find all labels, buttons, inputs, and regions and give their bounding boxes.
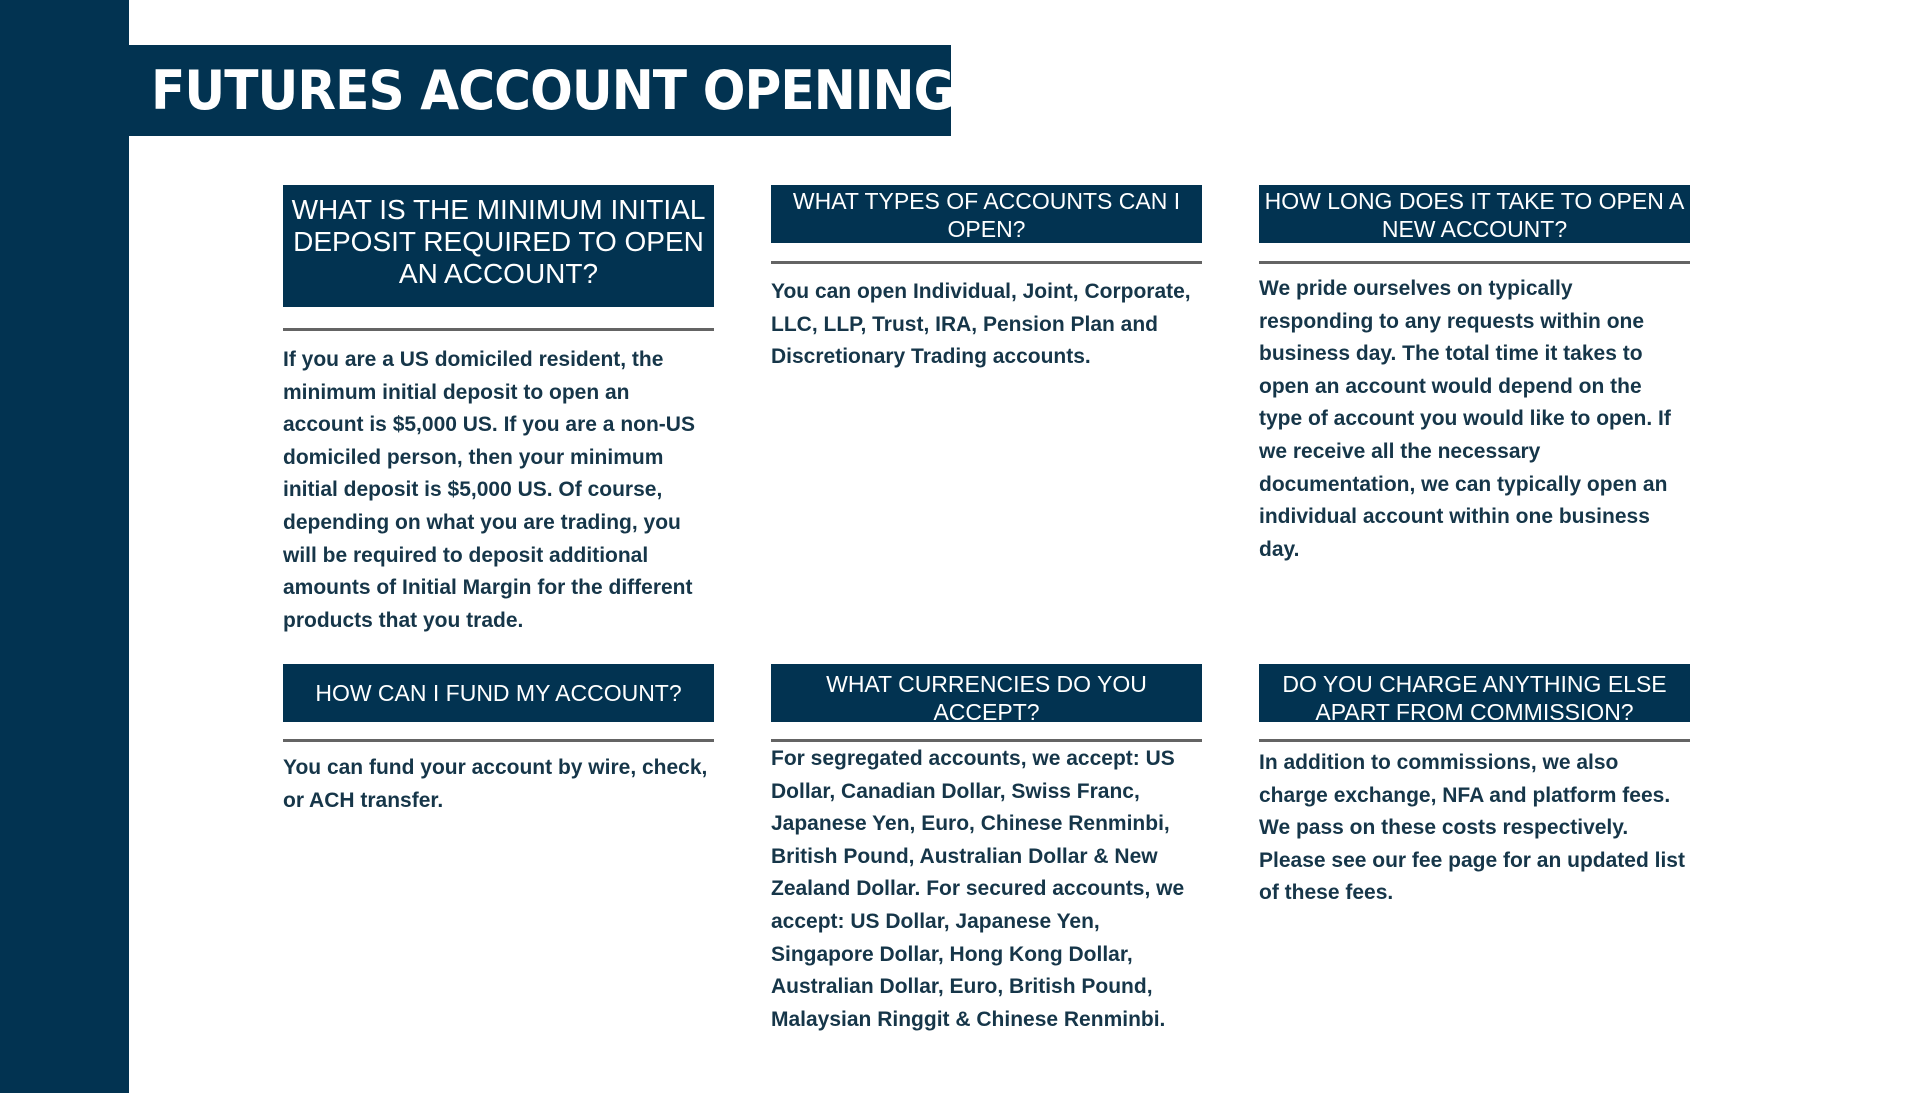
divider xyxy=(1259,261,1690,264)
left-sidebar-bar xyxy=(0,0,129,1093)
faq-card-opening-time xyxy=(1259,185,1690,561)
faq-answer: For segregated accounts, we accept: US Dollar, Canadian Dollar, Swiss Franc, Japanese Yen, Euro, Chinese Renminbi, British Pound, Australian Dollar & New Zealand Dollar. For secured accounts, we accept: US Dollar, Japanese Yen, Singapore Dollar, Hong Kong Dollar, Australian Dollar, Euro, British Pound, Malaysian Ringgit & Chinese Renminbi. xyxy=(771,747,1185,1031)
faq-answer: You can fund your account by wire, check, or ACH transfer. xyxy=(283,756,708,812)
divider xyxy=(771,261,1202,264)
faq-question: WHAT TYPES OF ACCOUNTS CAN I OPEN? xyxy=(771,185,1202,243)
divider xyxy=(283,328,714,331)
faq-card-other-charges xyxy=(1259,664,1690,905)
divider xyxy=(1259,739,1690,742)
faq-card-minimum-deposit xyxy=(283,185,714,632)
page-title: FUTURES ACCOUNT OPENING xyxy=(151,59,954,122)
faq-answer: You can open Individual, Joint, Corporate, LLC, LLP, Trust, IRA, Pension Plan and Discretionary Trading accounts. xyxy=(771,280,1191,369)
faq-card-account-types xyxy=(771,185,1202,369)
title-banner xyxy=(129,45,954,136)
faq-card-funding xyxy=(283,664,714,812)
faq-question: HOW CAN I FUND MY ACCOUNT? xyxy=(283,664,714,722)
faq-question: WHAT CURRENCIES DO YOU ACCEPT? xyxy=(771,664,1202,722)
faq-question: HOW LONG DOES IT TAKE TO OPEN A NEW ACCOUNT? xyxy=(1259,185,1690,243)
divider xyxy=(771,739,1202,742)
faq-answer: If you are a US domiciled resident, the minimum initial deposit to open an account is $5,000 US. If you are a non-US domiciled person, then your minimum initial deposit is $5,000 US. Of course, depending on what you are trading, you will be required to deposit additional amounts of Initial Margin for the different products that you trade. xyxy=(283,348,695,632)
faq-answer: We pride ourselves on typically responding to any requests within one business day. The total time it takes to open an account would depend on the type of account you would like to open. If we receive all the necessary documentation, we can typically open an individual account within one business day. xyxy=(1259,277,1671,561)
faq-question: DO YOU CHARGE ANYTHING ELSE APART FROM COMMISSION? xyxy=(1259,664,1690,722)
divider xyxy=(283,739,714,742)
faq-question: WHAT IS THE MINIMUM INITIAL DEPOSIT REQUIRED TO OPEN AN ACCOUNT? xyxy=(283,185,714,307)
faq-answer: In addition to commissions, we also charge exchange, NFA and platform fees. We pass on these costs respectively. Please see our fee page for an updated list of these fees. xyxy=(1259,751,1685,905)
faq-card-currencies xyxy=(771,664,1202,1031)
